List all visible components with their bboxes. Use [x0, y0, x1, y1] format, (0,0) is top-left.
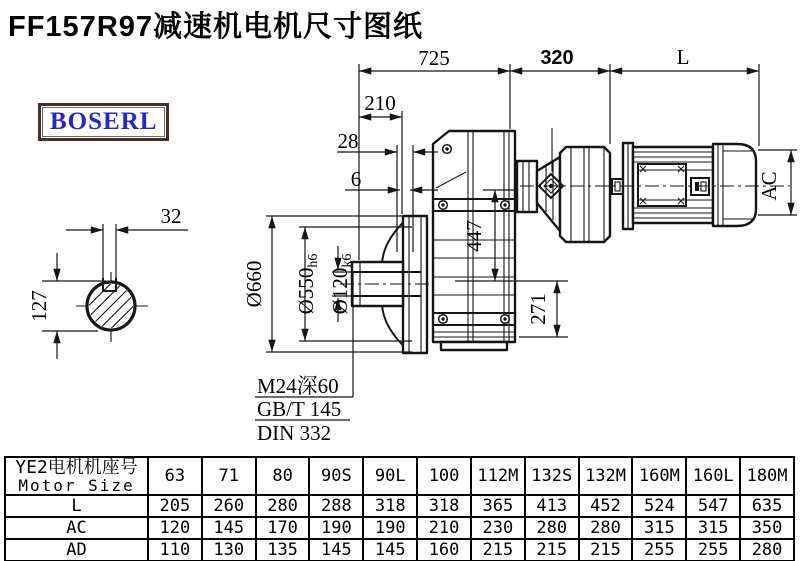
- dim-value-cell: 452: [579, 495, 633, 517]
- dim-value-cell: 280: [256, 495, 310, 517]
- dim-value-cell: 215: [579, 539, 633, 561]
- dim-value-cell: 120: [148, 517, 202, 539]
- motor-table-body: [5, 457, 794, 561]
- dim-120k6-label: Ø120k6: [328, 253, 355, 315]
- dim-row-AC: [5, 517, 794, 539]
- motor-size-col-header: 160L: [686, 457, 740, 495]
- note-din-standard: DIN 332: [257, 421, 332, 445]
- dim-447-label: 447: [462, 220, 486, 252]
- motor-size-col-header: 90S: [309, 457, 363, 495]
- dim-value-cell: 280: [579, 517, 633, 539]
- dim-value-cell: 524: [632, 495, 686, 517]
- dim-AC-label: AC: [757, 171, 781, 201]
- technical-drawing: [0, 40, 800, 455]
- dim-value-cell: 205: [148, 495, 202, 517]
- header-label-en: Motor Size: [18, 476, 135, 495]
- input-cover: [537, 157, 560, 231]
- motor-size-col-header: 132S: [525, 457, 579, 495]
- dim-value-cell: 215: [471, 539, 525, 561]
- dim-value-cell: 145: [202, 517, 256, 539]
- motor-size-table: [4, 456, 795, 561]
- dim-value-cell: 315: [632, 517, 686, 539]
- dim-value-cell: 190: [309, 517, 363, 539]
- dim-value-cell: 130: [202, 539, 256, 561]
- dim-value-cell: 547: [686, 495, 740, 517]
- dim-6-label: 6: [350, 167, 362, 191]
- dim-210-label: 210: [364, 91, 396, 115]
- dim-725-label: 725: [418, 46, 450, 70]
- motor-size-col-header: 71: [202, 457, 256, 495]
- note-thread: M24深60: [257, 374, 339, 398]
- dim-127-label: 127: [27, 290, 51, 322]
- dim-row-label: L: [5, 495, 148, 517]
- dim-value-cell: 280: [525, 517, 579, 539]
- page-title: FF157R97减速机电机尺寸图纸: [8, 11, 424, 43]
- dim-value-cell: 145: [363, 539, 417, 561]
- dim-660-label: Ø660: [242, 260, 266, 308]
- dim-value-cell: 280: [740, 539, 794, 561]
- dim-271-label: 271: [526, 293, 550, 325]
- dim-value-cell: 318: [417, 495, 471, 517]
- dim-value-cell: 230: [471, 517, 525, 539]
- dim-value-cell: 350: [740, 517, 794, 539]
- dim-value-cell: 110: [148, 539, 202, 561]
- note-gb-standard: GB/T 145: [257, 397, 342, 421]
- dim-value-cell: 635: [740, 495, 794, 517]
- motor-size-col-header: 80: [256, 457, 310, 495]
- motor-size-col-header: 63: [148, 457, 202, 495]
- motor-size-col-header: 112M: [471, 457, 525, 495]
- dim-320-label: 320: [540, 47, 574, 69]
- dim-value-cell: 365: [471, 495, 525, 517]
- dim-row-label: AD: [5, 539, 148, 561]
- fan-cover: [713, 144, 756, 226]
- dim-value-cell: 255: [632, 539, 686, 561]
- dim-28-label: 28: [337, 129, 359, 153]
- dim-value-cell: 318: [363, 495, 417, 517]
- motor-size-col-header: 90L: [363, 457, 417, 495]
- dim-value-cell: 288: [309, 495, 363, 517]
- header-label-cn: YE2电机机座号: [15, 457, 138, 478]
- dim-value-cell: 210: [417, 517, 471, 539]
- dim-value-cell: 170: [256, 517, 310, 539]
- dim-value-cell: 255: [686, 539, 740, 561]
- adapter-drum: [560, 147, 610, 242]
- brand-logo-text: BOSERL: [42, 107, 165, 137]
- dim-value-cell: 260: [202, 495, 256, 517]
- dim-value-cell: 145: [309, 539, 363, 561]
- dim-L-label: L: [676, 45, 690, 69]
- motor-size-col-header: 160M: [632, 457, 686, 495]
- dim-value-cell: 135: [256, 539, 310, 561]
- motor-size-col-header: 180M: [740, 457, 794, 495]
- dim-value-cell: 215: [525, 539, 579, 561]
- dim-value-cell: 413: [525, 495, 579, 517]
- dim-32-label: 32: [160, 204, 182, 228]
- dim-value-cell: 160: [417, 539, 471, 561]
- dim-value-cell: 315: [686, 517, 740, 539]
- motor-size-col-header: 132M: [579, 457, 633, 495]
- dim-row-label: AC: [5, 517, 148, 539]
- dim-value-cell: 190: [363, 517, 417, 539]
- motor-size-header-label: [5, 457, 148, 495]
- motor-size-col-header: 100: [417, 457, 471, 495]
- gearmotor-side-view: [337, 128, 790, 353]
- dim-row-L: [5, 495, 794, 517]
- dim-row-AD: [5, 539, 794, 561]
- motor-size-header-row: [5, 457, 794, 495]
- dim-550h6-label: Ø550h6: [294, 253, 321, 315]
